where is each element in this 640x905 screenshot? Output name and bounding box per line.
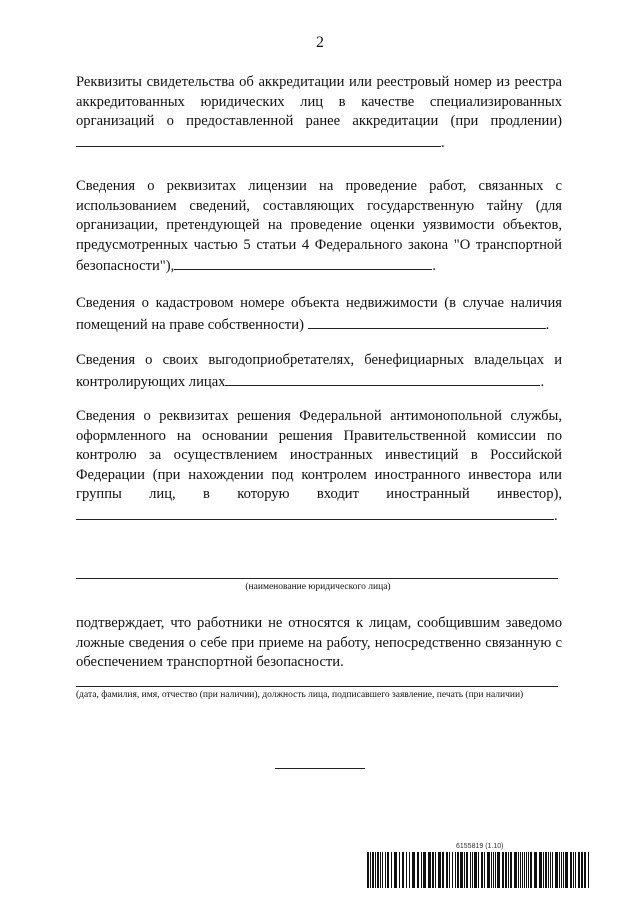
paragraph-cadastral-text: Сведения о кадастровом номере объекта недвижимости (в случае наличия помещений на праве собственности) [76, 295, 562, 333]
beneficiaries-fill-line[interactable] [225, 371, 540, 386]
paragraph-cadastral-end: . [545, 316, 550, 333]
page-number: 2 [316, 34, 324, 51]
paragraph-beneficiaries-end: . [540, 373, 545, 390]
license-fill-line[interactable] [174, 255, 432, 270]
paragraph-fas-decision-end: . [554, 507, 558, 524]
cadastral-fill-line[interactable] [308, 314, 546, 329]
paragraph-license-text: Сведения о реквизитах лицензии на проведение работ, связанных с использованием сведений, составляющих государственную тайну (для организации, претендующей на проведение оценки уязвимости объектов, предусмотренных частью 5 статьи 4 Федерального закона "О транспортной безопасности"), [76, 178, 562, 274]
fas-decision-fill-line[interactable] [76, 505, 554, 520]
paragraph-license [76, 177, 562, 277]
paragraph-accreditation [76, 73, 562, 153]
paragraph-cadastral [76, 294, 562, 335]
barcode [367, 852, 589, 888]
org-name-caption: (наименование юридического лица) [245, 582, 391, 592]
paragraph-accreditation-end: . [441, 134, 445, 151]
paragraph-beneficiaries-text: Сведения о своих выгодоприобретателях, бенефициарных владельцах и контролирующих лицах [76, 352, 562, 390]
accreditation-fill-line[interactable] [76, 132, 441, 147]
closing-divider [275, 768, 365, 769]
paragraph-fas-decision-text: Сведения о реквизитах решения Федеральной антимонопольной службы, оформленного на основании решения Правительственной комиссии по контролю за осуществлением иностранных инвестиций в Российской Федерации (при нахождении под контролем иностранного инвестора или группы лиц, в которую входит иностранный инвестор), [76, 408, 562, 502]
paragraph-fas-decision [76, 407, 562, 526]
paragraph-accreditation-text: Реквизиты свидетельства об аккредитации или реестровый номер из реестра аккредитованных юридических лиц в качестве специализированных организаций о предоставленной ранее аккредитации (при продлении) [76, 74, 562, 129]
signature-caption: (дата, фамилия, имя, отчество (при наличии), должность лица, подписавшего заявление, печать (при наличии) [76, 690, 524, 700]
barcode-number: 6155819 (1.10) [456, 843, 504, 850]
confirmation-paragraph: подтверждает, что работники не относятся к лицам, сообщившим заведомо ложные сведения о себе при приеме на работу, непосредственно связанную с обеспечением транспортной безопасности. [76, 615, 562, 670]
paragraph-license-end: . [432, 258, 436, 274]
paragraph-beneficiaries [76, 351, 562, 392]
signature-line[interactable] [76, 686, 558, 687]
org-name-line[interactable] [76, 578, 558, 579]
